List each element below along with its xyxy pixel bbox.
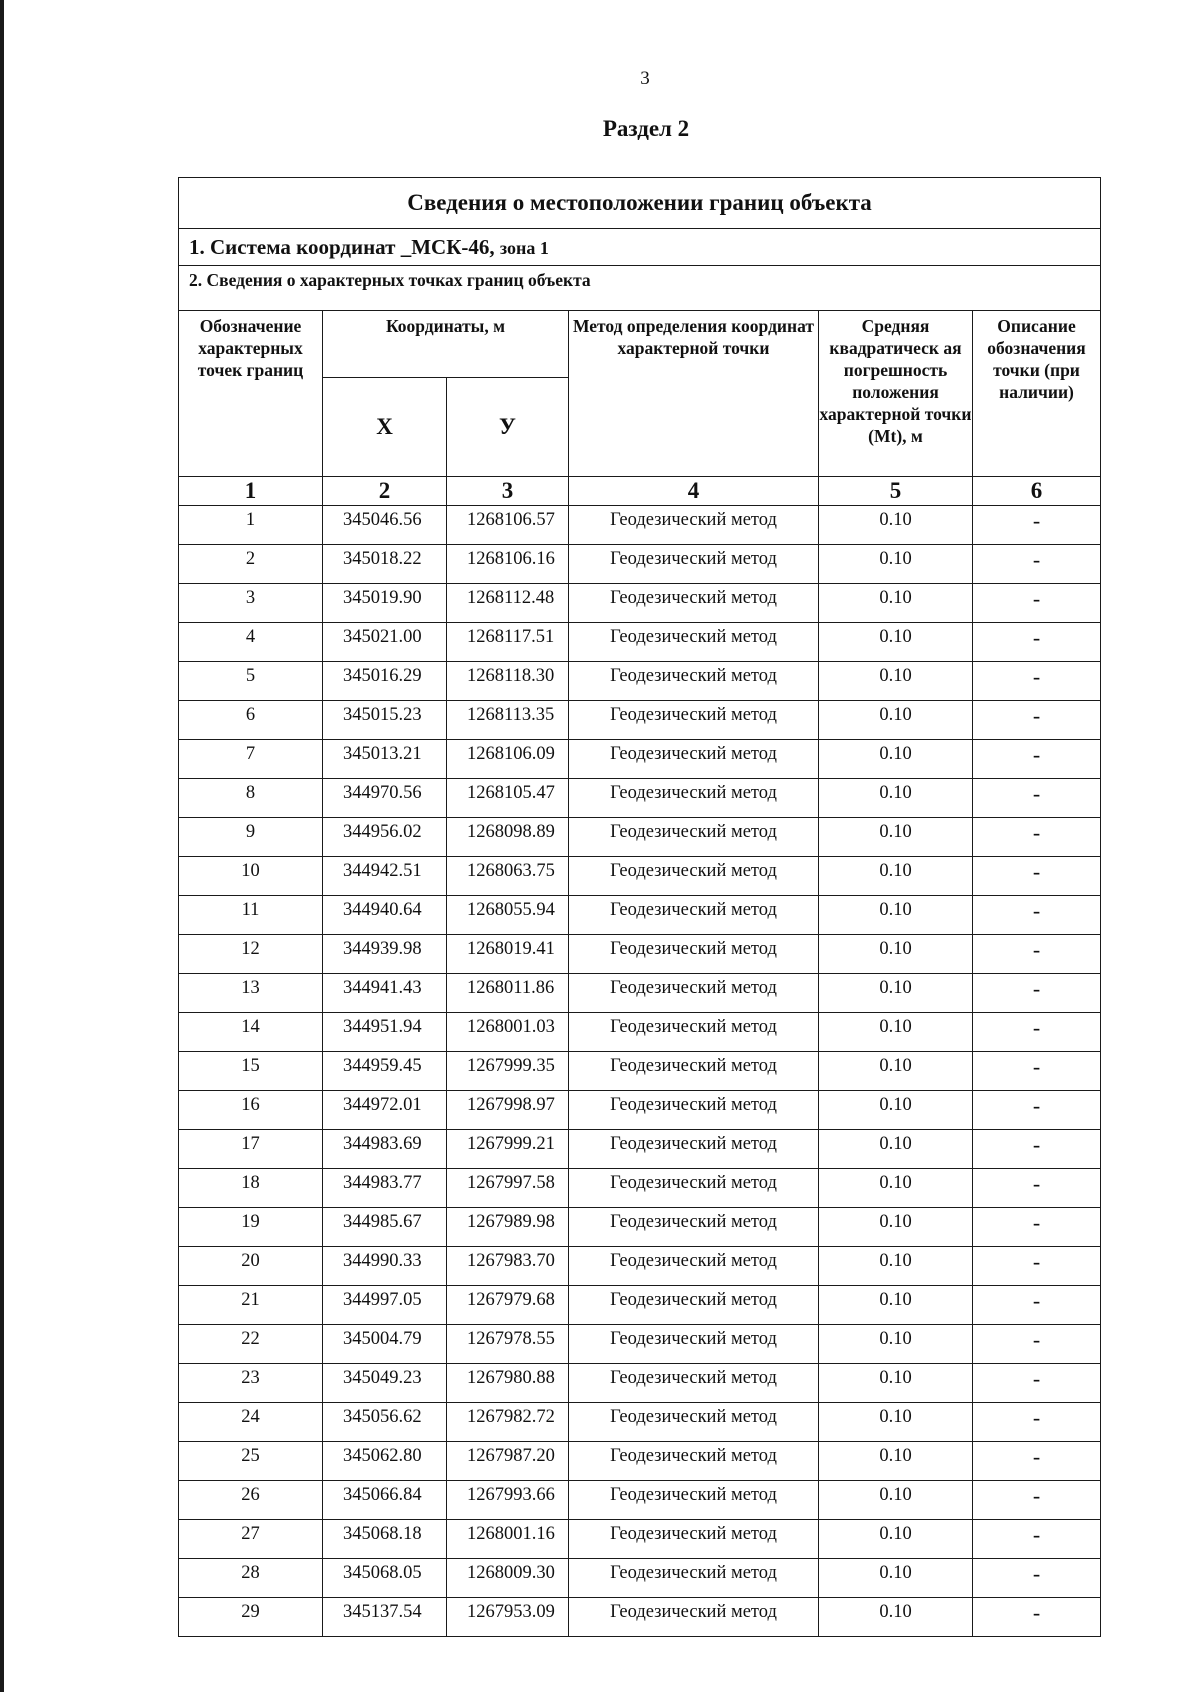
cell-y: 1268009.30 [447, 1559, 569, 1598]
table-row [179, 896, 1101, 935]
cell-method: Геодезический метод [569, 740, 819, 779]
cell-point-number: 6 [179, 701, 323, 740]
cell-y: 1268112.48 [447, 584, 569, 623]
coordinate-system [179, 229, 1101, 266]
cell-description: - [973, 1169, 1101, 1208]
cell-point-number: 5 [179, 662, 323, 701]
cell-point-number: 19 [179, 1208, 323, 1247]
table-row [179, 662, 1101, 701]
cell-y: 1268001.16 [447, 1520, 569, 1559]
column-number: 2 [323, 477, 447, 506]
cell-y: 1268118.30 [447, 662, 569, 701]
cell-error: 0.10 [819, 1403, 973, 1442]
cell-error: 0.10 [819, 818, 973, 857]
cell-y: 1268106.09 [447, 740, 569, 779]
scan-edge [0, 0, 4, 1692]
cell-x: 345066.84 [323, 1481, 447, 1520]
cell-description: - [973, 818, 1101, 857]
cell-method: Геодезический метод [569, 1442, 819, 1481]
cell-point-number: 27 [179, 1520, 323, 1559]
cell-description: - [973, 935, 1101, 974]
cell-error: 0.10 [819, 1286, 973, 1325]
cell-error: 0.10 [819, 623, 973, 662]
cell-point-number: 25 [179, 1442, 323, 1481]
cell-y: 1267998.97 [447, 1091, 569, 1130]
cell-error: 0.10 [819, 1598, 973, 1637]
cell-description: - [973, 1091, 1101, 1130]
cell-error: 0.10 [819, 584, 973, 623]
cell-error: 0.10 [819, 1559, 973, 1598]
table-row [179, 974, 1101, 1013]
cell-point-number: 28 [179, 1559, 323, 1598]
cell-error: 0.10 [819, 935, 973, 974]
cell-y: 1267953.09 [447, 1598, 569, 1637]
cell-point-number: 11 [179, 896, 323, 935]
cell-error: 0.10 [819, 1481, 973, 1520]
cell-point-number: 1 [179, 506, 323, 545]
coordinate-system-label: 1. Система координат _МСК-46, [189, 234, 495, 259]
table-row [179, 1052, 1101, 1091]
table-row [179, 1247, 1101, 1286]
cell-y: 1267987.20 [447, 1442, 569, 1481]
cell-point-number: 14 [179, 1013, 323, 1052]
cell-y: 1268098.89 [447, 818, 569, 857]
cell-method: Геодезический метод [569, 1559, 819, 1598]
table-row [179, 935, 1101, 974]
cell-y: 1267980.88 [447, 1364, 569, 1403]
cell-method: Геодезический метод [569, 857, 819, 896]
cell-x: 344959.45 [323, 1052, 447, 1091]
cell-description: - [973, 1013, 1101, 1052]
cell-description: - [973, 662, 1101, 701]
cell-y: 1268001.03 [447, 1013, 569, 1052]
column-number: 5 [819, 477, 973, 506]
cell-error: 0.10 [819, 1247, 973, 1286]
cell-error: 0.10 [819, 545, 973, 584]
cell-x: 344972.01 [323, 1091, 447, 1130]
cell-error: 0.10 [819, 974, 973, 1013]
cell-y: 1268055.94 [447, 896, 569, 935]
cell-method: Геодезический метод [569, 1013, 819, 1052]
cell-y: 1268117.51 [447, 623, 569, 662]
cell-x: 344942.51 [323, 857, 447, 896]
cell-point-number: 12 [179, 935, 323, 974]
cell-method: Геодезический метод [569, 1169, 819, 1208]
table-row [179, 1286, 1101, 1325]
cell-x: 344940.64 [323, 896, 447, 935]
boundary-points-table [178, 177, 1101, 1637]
section-title: Раздел 2 [602, 116, 690, 141]
cell-description: - [973, 545, 1101, 584]
column-number: 3 [447, 477, 569, 506]
cell-x: 345062.80 [323, 1442, 447, 1481]
cell-x: 345015.23 [323, 701, 447, 740]
table-row [179, 1169, 1101, 1208]
cell-error: 0.10 [819, 1520, 973, 1559]
cell-method: Геодезический метод [569, 1598, 819, 1637]
cell-method: Геодезический метод [569, 662, 819, 701]
cell-y: 1268105.47 [447, 779, 569, 818]
cell-description: - [973, 857, 1101, 896]
cell-point-number: 17 [179, 1130, 323, 1169]
column-number: 6 [973, 477, 1101, 506]
cell-point-number: 29 [179, 1598, 323, 1637]
cell-error: 0.10 [819, 1325, 973, 1364]
cell-method: Геодезический метод [569, 1325, 819, 1364]
cell-point-number: 10 [179, 857, 323, 896]
cell-method: Геодезический метод [569, 779, 819, 818]
cell-point-number: 2 [179, 545, 323, 584]
table-row [179, 1091, 1101, 1130]
cell-x: 344985.67 [323, 1208, 447, 1247]
column-number: 1 [179, 477, 323, 506]
column-numbers-row [179, 477, 1101, 506]
cell-point-number: 4 [179, 623, 323, 662]
cell-description: - [973, 974, 1101, 1013]
cell-error: 0.10 [819, 1052, 973, 1091]
cell-error: 0.10 [819, 1442, 973, 1481]
cell-y: 1267982.72 [447, 1403, 569, 1442]
table-row [179, 779, 1101, 818]
cell-description: - [973, 506, 1101, 545]
cell-description: - [973, 584, 1101, 623]
cell-error: 0.10 [819, 1130, 973, 1169]
cell-method: Геодезический метод [569, 1247, 819, 1286]
cell-method: Геодезический метод [569, 1403, 819, 1442]
cell-description: - [973, 1442, 1101, 1481]
cell-x: 344990.33 [323, 1247, 447, 1286]
table-row [179, 584, 1101, 623]
cell-x: 345018.22 [323, 545, 447, 584]
table-row [179, 1208, 1101, 1247]
table-row [179, 1130, 1101, 1169]
cell-x: 344983.77 [323, 1169, 447, 1208]
table-subtitle: 2. Сведения о характерных точках границ объекта [179, 266, 1101, 311]
header-coordinates: Координаты, м [323, 311, 569, 378]
cell-x: 344997.05 [323, 1286, 447, 1325]
header-x: Х [323, 378, 447, 477]
cell-point-number: 23 [179, 1364, 323, 1403]
cell-x: 345068.18 [323, 1520, 447, 1559]
header-designation: Обозначение характерных точек границ [179, 311, 323, 477]
cell-y: 1268106.16 [447, 545, 569, 584]
cell-error: 0.10 [819, 662, 973, 701]
table-row [179, 1325, 1101, 1364]
table-row [179, 1364, 1101, 1403]
cell-error: 0.10 [819, 779, 973, 818]
cell-point-number: 7 [179, 740, 323, 779]
cell-method: Геодезический метод [569, 701, 819, 740]
header-method: Метод определения координат характерной точки [569, 311, 819, 477]
cell-method: Геодезический метод [569, 1130, 819, 1169]
cell-y: 1268106.57 [447, 506, 569, 545]
cell-description: - [973, 1598, 1101, 1637]
cell-description: - [973, 1208, 1101, 1247]
table-row [179, 1520, 1101, 1559]
cell-error: 0.10 [819, 506, 973, 545]
cell-point-number: 3 [179, 584, 323, 623]
table-row [179, 1403, 1101, 1442]
cell-point-number: 16 [179, 1091, 323, 1130]
header-error: Средняя квадратическ ая погрешность положения характерной точки (Mt), м [819, 311, 973, 477]
cell-x: 345019.90 [323, 584, 447, 623]
cell-y: 1267997.58 [447, 1169, 569, 1208]
cell-x: 344956.02 [323, 818, 447, 857]
column-number: 4 [569, 477, 819, 506]
table-row [179, 506, 1101, 545]
cell-x: 345013.21 [323, 740, 447, 779]
cell-description: - [973, 779, 1101, 818]
cell-y: 1267989.98 [447, 1208, 569, 1247]
cell-x: 345049.23 [323, 1364, 447, 1403]
cell-method: Геодезический метод [569, 1091, 819, 1130]
cell-x: 345056.62 [323, 1403, 447, 1442]
table-row [179, 1481, 1101, 1520]
cell-point-number: 18 [179, 1169, 323, 1208]
cell-y: 1268113.35 [447, 701, 569, 740]
cell-error: 0.10 [819, 701, 973, 740]
table-row [179, 1598, 1101, 1637]
cell-x: 345016.29 [323, 662, 447, 701]
cell-y: 1267979.68 [447, 1286, 569, 1325]
cell-method: Геодезический метод [569, 506, 819, 545]
cell-method: Геодезический метод [569, 935, 819, 974]
table-row [179, 1442, 1101, 1481]
cell-point-number: 9 [179, 818, 323, 857]
cell-method: Геодезический метод [569, 974, 819, 1013]
cell-description: - [973, 1481, 1101, 1520]
cell-description: - [973, 1403, 1101, 1442]
cell-point-number: 13 [179, 974, 323, 1013]
cell-description: - [973, 1520, 1101, 1559]
cell-y: 1267993.66 [447, 1481, 569, 1520]
cell-point-number: 8 [179, 779, 323, 818]
cell-y: 1268011.86 [447, 974, 569, 1013]
table-row [179, 857, 1101, 896]
cell-description: - [973, 1286, 1101, 1325]
cell-x: 344970.56 [323, 779, 447, 818]
cell-x: 345021.00 [323, 623, 447, 662]
cell-method: Геодезический метод [569, 545, 819, 584]
cell-y: 1267999.21 [447, 1130, 569, 1169]
page-number: 3 [640, 68, 650, 89]
cell-error: 0.10 [819, 857, 973, 896]
cell-description: - [973, 701, 1101, 740]
cell-point-number: 22 [179, 1325, 323, 1364]
cell-method: Геодезический метод [569, 1364, 819, 1403]
cell-method: Геодезический метод [569, 584, 819, 623]
table-title: Сведения о местоположении границ объекта [179, 178, 1101, 229]
cell-description: - [973, 1364, 1101, 1403]
cell-point-number: 21 [179, 1286, 323, 1325]
cell-x: 344939.98 [323, 935, 447, 974]
cell-method: Геодезический метод [569, 623, 819, 662]
table-row [179, 623, 1101, 662]
cell-error: 0.10 [819, 1169, 973, 1208]
cell-point-number: 15 [179, 1052, 323, 1091]
cell-x: 345068.05 [323, 1559, 447, 1598]
cell-method: Геодезический метод [569, 1520, 819, 1559]
cell-method: Геодезический метод [569, 1208, 819, 1247]
cell-x: 344951.94 [323, 1013, 447, 1052]
cell-error: 0.10 [819, 1013, 973, 1052]
cell-point-number: 24 [179, 1403, 323, 1442]
table-row [179, 545, 1101, 584]
cell-y: 1267983.70 [447, 1247, 569, 1286]
cell-x: 344941.43 [323, 974, 447, 1013]
cell-description: - [973, 1130, 1101, 1169]
cell-y: 1268063.75 [447, 857, 569, 896]
cell-description: - [973, 1052, 1101, 1091]
cell-description: - [973, 1247, 1101, 1286]
cell-y: 1267999.35 [447, 1052, 569, 1091]
cell-description: - [973, 896, 1101, 935]
cell-error: 0.10 [819, 1364, 973, 1403]
cell-method: Геодезический метод [569, 1481, 819, 1520]
cell-point-number: 20 [179, 1247, 323, 1286]
cell-point-number: 26 [179, 1481, 323, 1520]
cell-method: Геодезический метод [569, 896, 819, 935]
cell-error: 0.10 [819, 896, 973, 935]
cell-x: 345137.54 [323, 1598, 447, 1637]
header-y: У [447, 378, 569, 477]
table-row [179, 818, 1101, 857]
table-row [179, 740, 1101, 779]
cell-description: - [973, 740, 1101, 779]
cell-y: 1267978.55 [447, 1325, 569, 1364]
coordinate-system-zone: зона 1 [499, 237, 549, 258]
table-row [179, 1013, 1101, 1052]
cell-x: 345046.56 [323, 506, 447, 545]
cell-x: 345004.79 [323, 1325, 447, 1364]
table-row [179, 701, 1101, 740]
cell-error: 0.10 [819, 740, 973, 779]
cell-error: 0.10 [819, 1091, 973, 1130]
cell-description: - [973, 1559, 1101, 1598]
cell-method: Геодезический метод [569, 1286, 819, 1325]
cell-description: - [973, 623, 1101, 662]
cell-method: Геодезический метод [569, 818, 819, 857]
header-description: Описание обозначения точки (при наличии) [973, 311, 1101, 477]
cell-description: - [973, 1325, 1101, 1364]
cell-error: 0.10 [819, 1208, 973, 1247]
cell-y: 1268019.41 [447, 935, 569, 974]
cell-method: Геодезический метод [569, 1052, 819, 1091]
table-row [179, 1559, 1101, 1598]
cell-x: 344983.69 [323, 1130, 447, 1169]
